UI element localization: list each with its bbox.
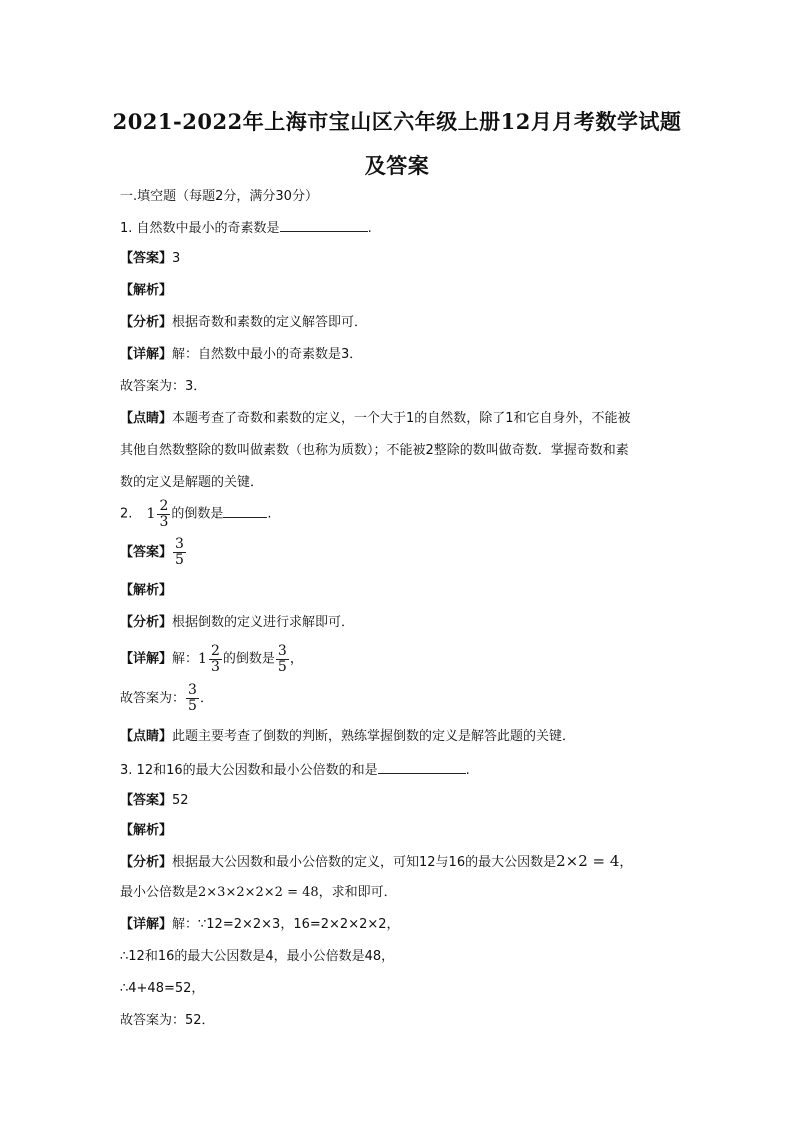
question-number: 1.	[120, 221, 133, 236]
question-text: 的倒数是	[171, 506, 224, 522]
q2-fenxi	[120, 614, 354, 632]
q1-analysis-label	[120, 282, 172, 300]
fraction	[209, 644, 222, 675]
analysis-label: 【解析】	[120, 583, 173, 598]
fraction-denominator: 5	[175, 552, 184, 568]
section-heading: 一.填空题（每题2分，满分30分）	[120, 189, 318, 204]
fraction-denominator: 5	[188, 698, 197, 714]
answer-label: 【答案】	[120, 545, 173, 560]
q3-conclusion: 故答案为：52．	[120, 1013, 215, 1028]
q1-detail	[120, 346, 362, 364]
answer-blank	[223, 504, 267, 518]
fraction-denominator: 3	[210, 658, 220, 675]
analysis-label: 【解析】	[120, 283, 173, 298]
math-expression: 2×2 = 4	[556, 852, 620, 870]
answer-label: 【答案】	[120, 793, 173, 808]
detail-text: 的倒数是	[222, 651, 275, 667]
fenxi-text: 根据倒数的定义进行求解即可．	[172, 615, 355, 630]
comment-text: 此题主要考查了倒数的判断，熟练掌握倒数的定义是解答此题的关键．	[172, 729, 576, 744]
q2-analysis-label	[120, 582, 172, 600]
answer-fraction	[173, 537, 186, 568]
q3-analysis-label	[120, 822, 172, 840]
q1-conclusion: 故答案为：3．	[120, 379, 207, 394]
document-title-line2: 及答案	[364, 153, 430, 178]
question-1	[120, 218, 372, 238]
fenxi-label: 【分析】	[120, 315, 173, 330]
fenxi-text: ，求和即可．	[318, 885, 397, 900]
fenxi-text: ，	[619, 855, 633, 870]
answer-blank	[280, 218, 368, 232]
fraction	[186, 683, 199, 714]
question-end: .	[267, 506, 272, 522]
answer-blank	[378, 760, 466, 774]
q3-step3: ∴4+48=52，	[120, 981, 205, 996]
q2-detail	[120, 642, 303, 677]
q1-answer	[120, 250, 180, 268]
q1-fenxi	[120, 314, 367, 332]
analysis-label: 【解析】	[120, 823, 173, 838]
detail-label: 【详解】	[120, 917, 173, 932]
q2-comment	[120, 728, 575, 746]
q1-comment-line3: 数的定义是解题的关键．	[120, 475, 264, 490]
answer-value: 3	[172, 251, 181, 266]
q1-comment-line2: 其他自然数整除的数叫做素数（也称为质数）；不能被2整除的数叫做奇数．掌握奇数和素	[120, 443, 629, 458]
question-number: 2.	[120, 506, 133, 522]
comment-label: 【点睛】	[120, 411, 173, 426]
fenxi-text: 最小公倍数是	[120, 885, 199, 900]
fenxi-text: 根据奇数和素数的定义解答即可．	[172, 315, 368, 330]
question-2	[120, 498, 272, 531]
q2-answer	[120, 536, 187, 570]
fraction	[276, 644, 289, 675]
mixed-whole: 1	[146, 506, 156, 522]
detail-label: 【详解】	[120, 651, 173, 667]
conclusion-text: 故答案为：	[120, 691, 186, 706]
fraction-numerator: 2	[210, 642, 220, 659]
fraction-numerator: 3	[175, 536, 184, 552]
question-text: 12和16的最大公因数和最小公倍数的和是	[136, 763, 378, 778]
detail-text: ，	[289, 651, 303, 667]
document-title-line1: 2021-2022年上海市宝山区六年级上册12月月考数学试题	[112, 109, 682, 134]
fenxi-text: 根据最大公因数和最小公倍数的定义，可知12与16的最大公因数是	[172, 855, 557, 870]
answer-value: 52	[172, 793, 189, 808]
mixed-whole: 1	[198, 651, 207, 667]
mixed-number	[147, 498, 172, 530]
q3-fenxi	[120, 852, 632, 872]
fenxi-label: 【分析】	[120, 615, 173, 630]
q3-fenxi-line2	[120, 884, 397, 902]
question-number: 3.	[120, 763, 133, 778]
question-3	[120, 760, 470, 780]
fraction-numerator: 2	[159, 497, 169, 514]
answer-label: 【答案】	[120, 251, 173, 266]
fraction-numerator: 3	[188, 682, 197, 698]
fraction-denominator: 3	[159, 513, 169, 530]
q3-detail	[120, 916, 400, 934]
mixed-number	[198, 642, 223, 676]
question-end: .	[465, 763, 470, 778]
fenxi-label: 【分析】	[120, 855, 173, 870]
detail-label: 【详解】	[120, 347, 173, 362]
detail-text: 解：∵12=2×2×3，16=2×2×2×2，	[172, 917, 400, 932]
fraction	[157, 499, 170, 530]
q3-step2: ∴12和16的最大公因数是4，最小公倍数是48，	[120, 949, 395, 964]
q2-conclusion	[120, 682, 213, 716]
comment-text: 本题考查了奇数和素数的定义，一个大于1的自然数，除了1和它自身外，不能被	[172, 411, 631, 426]
fraction-numerator: 3	[277, 642, 287, 659]
q3-answer	[120, 792, 189, 810]
conclusion-text: ．	[199, 691, 213, 706]
detail-text: 解：	[172, 651, 199, 667]
comment-label: 【点睛】	[120, 729, 173, 744]
detail-text: 解：自然数中最小的奇素数是3．	[172, 347, 363, 362]
question-end: .	[367, 221, 372, 236]
math-expression: 2×3×2×2×2 = 48	[198, 885, 319, 900]
question-text: 自然数中最小的奇素数是	[136, 221, 280, 236]
q1-comment	[120, 410, 631, 428]
fraction-denominator: 5	[277, 658, 287, 675]
